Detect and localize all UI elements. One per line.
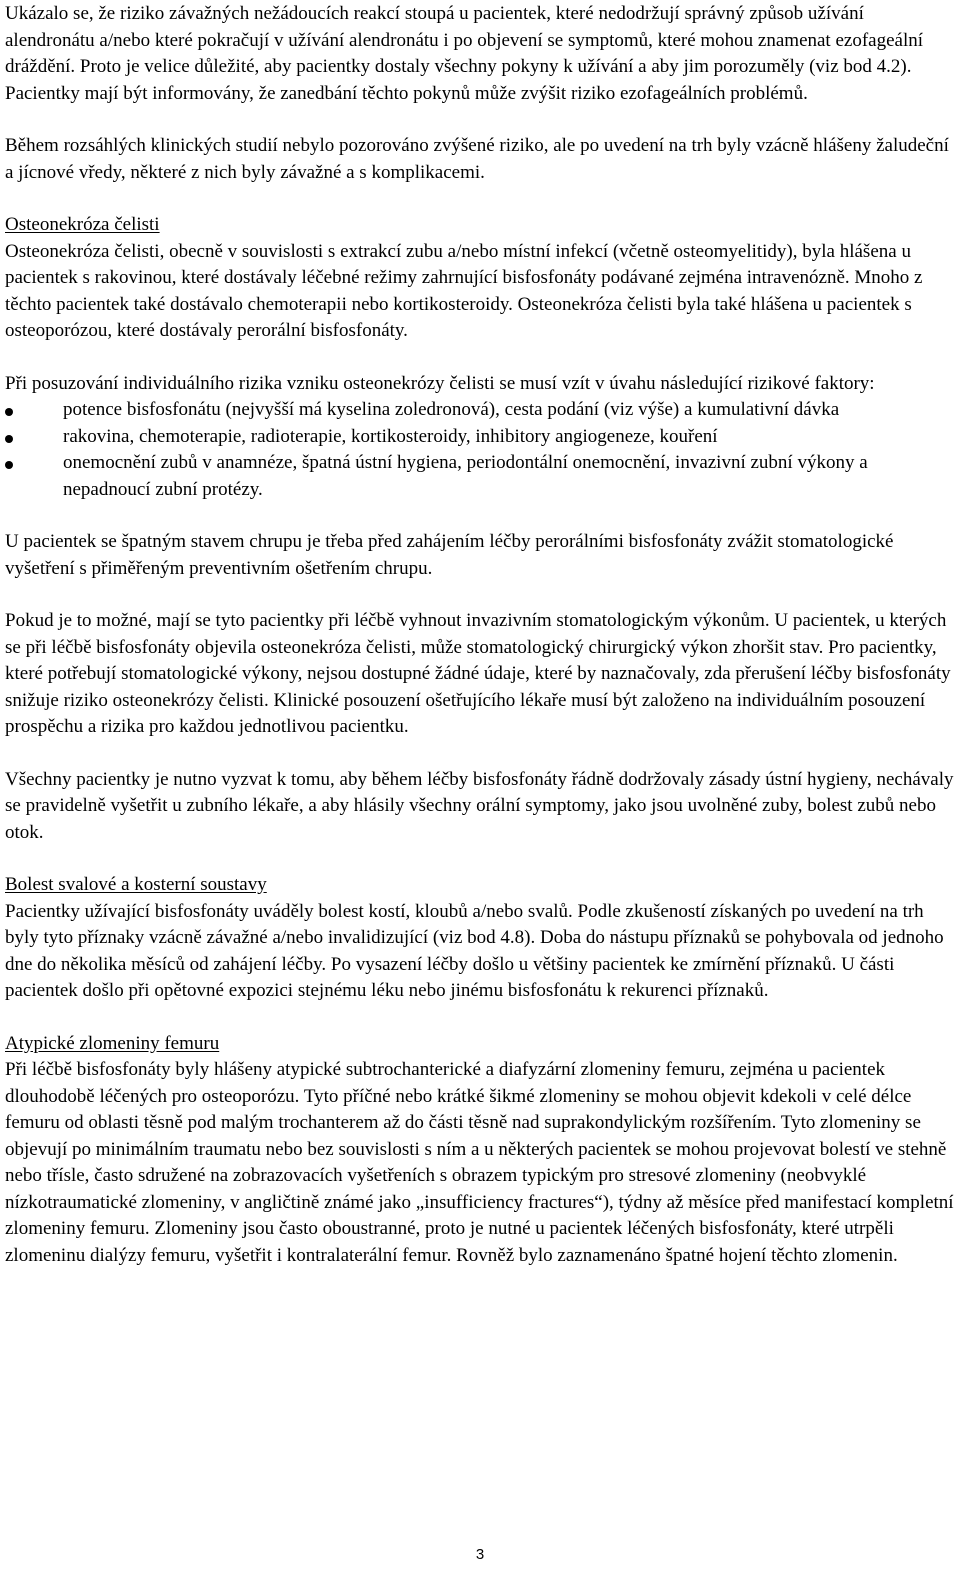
- list-item-text: rakovina, chemoterapie, radioterapie, kortikosteroidy, inhibitory angiogeneze, kouření: [63, 425, 718, 447]
- heading-osteonecrosis: Osteonekróza čelisti: [5, 214, 160, 235]
- list-item-text: onemocnění zubů v anamnéze, špatná ústní hygiena, periodontální onemocnění, invazivní zubní výkony a nepadnoucí zubní protézy.: [63, 452, 868, 500]
- paragraph-atypical-fractures: Při léčbě bisfosfonáty byly hlášeny atypické subtrochanterické a diafyzární zlomeniny femuru, zejména u pacientek dlouhodobě léčených pro osteoporózu. Tyto příčné nebo krátké šikmé zlomeniny se mohou objevit kdekoli v celé délce femuru od oblasti těsně pod malým trochanterem až do části těsně nad suprakondylickým rozšířením. Tyto zlomeniny se objevují po minimálním traumatu nebo bez souvislosti s ním a u některých pacientek se mohou projevovat bolestí ve stehně nebo tříslе, často sdružené na zobrazovacích vyšetřeních s obrazem typickým pro stresové zlomeniny (neobvyklé nízkotraumatické zlomeniny, v angličtině známé jako „insufficiency fractures“), týdny až měsíce před manifestací kompletní zlomeniny femuru. Zlomeniny jsou často oboustranné, proto je nutné u pacientek léčených bisfosfonáty, které utrpěli zlomeninu dialýzy femuru, vyšetřit i kontralaterální femur. Rovněž bylo zaznamenáno špatné hojení těchto zlomenin.: [5, 1059, 954, 1266]
- document-page: [5, 0, 955, 1269]
- list-item-text: potence bisfosfonátu (nejvyšší má kyselina zoledronová), cesta podání (viz výše) a kumulativní dávka: [63, 399, 840, 420]
- bullet-icon: [5, 435, 13, 443]
- list-item: [5, 424, 955, 451]
- bullet-icon: [5, 461, 13, 469]
- paragraph-risk-intro: Při posuzování individuálního rizika vzniku osteonekrózy čelisti se musí vzít v úvahu následující rizikové faktory:: [5, 372, 875, 394]
- paragraph-ulcers: Během rozsáhlých klinických studií nebylo pozorováno zvýšené riziko, ale po uvedení na trh byly vzácně hlášeny žaludeční a jícnové vředy, některé z nich byly závažné a s komplikacemi.: [5, 135, 949, 183]
- heading-atypical-fractures: Atypické zlomeniny femuru: [5, 1032, 220, 1054]
- page-number: 3: [475, 1546, 485, 1563]
- section-osteonecrosis: [5, 212, 955, 345]
- paragraph-oral-hygiene: Všechny pacientky je nutno vyzvat k tomu, aby během léčby bisfosfonáty řádně dodržovaly zásady ústní hygieny, nechávaly se pravidelně vyšetřit u zubního lékaře, a aby hlásily všechny orální symptomy, jako jsou uvolněné zuby, bolest zubů nebo otok.: [5, 768, 954, 843]
- list-item: [5, 450, 955, 503]
- paragraph-musculoskeletal: Pacientky užívající bisfosfonáty uváděly bolest kostí, kloubů a/nebo svalů. Podle zkušeností získaných po uvedení na trh byly tyto příznaky vzácně závažné a/nebo invalidizující (viz bod 4.8). Doba do nástupu příznaků se pohybovala od jednoho dne do několika měsíců od zahájení léčby. Po vysazení léčby došlo u většiny pacientek ke zmírnění příznaků. U části pacientek došlo při opětovné expozici stejnému léku nebo jinému bisfosfonátu k rekurenci příznaků.: [5, 900, 944, 1001]
- section-musculoskeletal: [5, 872, 955, 1005]
- risk-factor-list: [5, 397, 955, 503]
- paragraph-esophageal-risk: Ukázalo se, že riziko závažných nežádoucích reakcí stoupá u pacientek, které nedodržují správný způsob užívání alendronátu a/nebo které pokračují v užívání alendronátu i po objevení se symptomů, které mohou znamenat ezofageální dráždění. Proto je velice důležité, aby pacientky dostaly všechny pokyny k užívání a aby jim porozuměly (viz bod 4.2). Pacientky mají být informovány, že zanedbání těchto pokynů může zvýšit riziko ezofageálních problémů.: [5, 3, 924, 104]
- list-item: [5, 397, 955, 424]
- paragraph-dental-exam: U pacientek se špatným stavem chrupu je třeba před zahájením léčby perorálními bisfosfonáty zvážit stomatologické vyšetření s přiměřeným preventivním ošetřením chrupu.: [5, 531, 894, 579]
- paragraph-osteonecrosis: Osteonekróza čelisti, obecně v souvislosti s extrakcí zubu a/nebo místní infekcí (včetně osteomyelitidy), byla hlášena u pacientek s rakovinou, které dostávaly léčebné režimy zahrnující bisfosfonáty podávané zejména intravenózně. Mnoho z těchto pacientek také dostávalo chemoterapii nebo kortikosteroidy. Osteonekróza čelisti byla také hlášena u pacientek s osteoporózou, které dostávaly perorální bisfosfonáty.: [5, 240, 923, 341]
- bullet-icon: [5, 408, 13, 416]
- heading-musculoskeletal: Bolest svalové a kosterní soustavy: [5, 874, 267, 895]
- section-atypical-fractures: [5, 1031, 955, 1270]
- paragraph-invasive-procedures: Pokud je to možné, mají se tyto pacientky při léčbě vyhnout invazivním stomatologickým výkonům. U pacientek, u kterých se při léčbě bisfosfonáty objevila osteonekróza čelisti, může stomatologický chirurgický výkon zhoršit stav. Pro pacientky, které potřebují stomatologické výkony, nejsou dostupné žádné údaje, které by naznačovaly, zda přerušení léčby bisfosfonáty snižuje riziko osteonekrózy čelisti. Klinické posouzení ošetřujícího lékaře musí být založeno na individuálním posouzení prospěchu a rizika pro každou jednotlivou pacientku.: [5, 610, 951, 737]
